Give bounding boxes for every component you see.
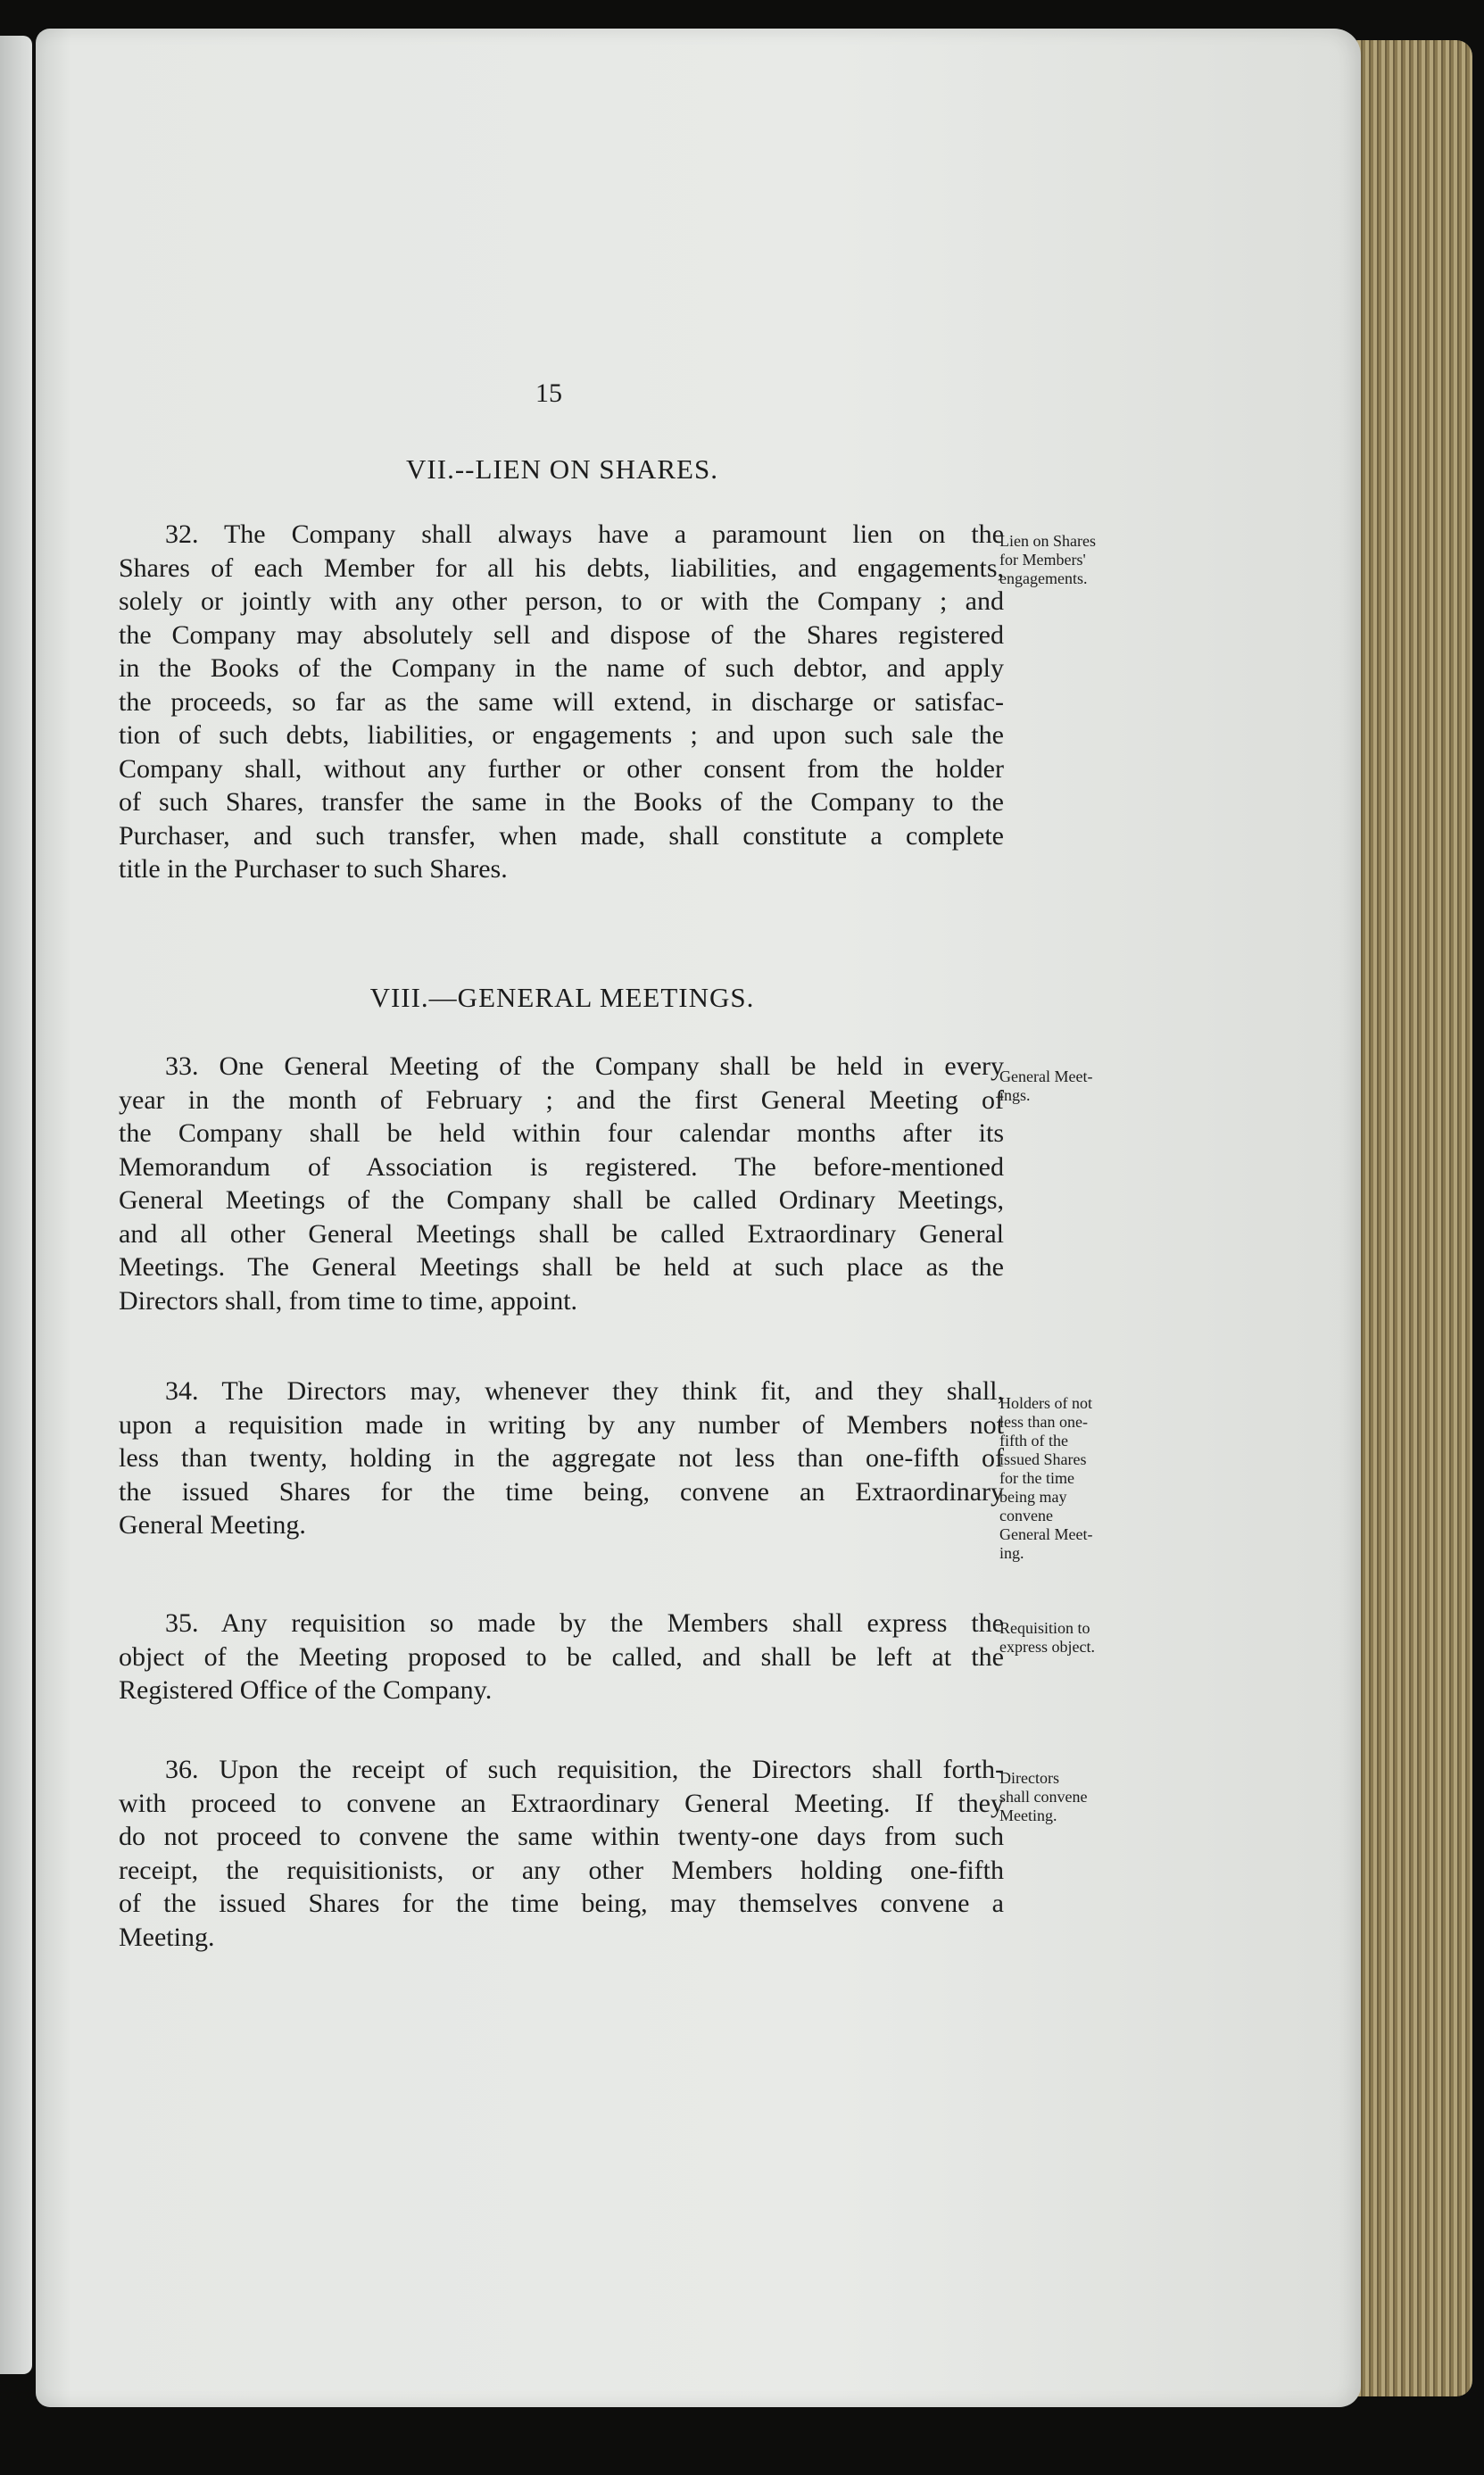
text-line: Registered Office of the Company.	[119, 1675, 493, 1705]
margin-note-line: express object.	[999, 1638, 1095, 1656]
margin-note-line: fifth of the	[999, 1432, 1068, 1449]
margin-note-line: Meeting.	[999, 1806, 1057, 1824]
text-line: Directors shall, from time to time, appoint.	[119, 1285, 578, 1316]
previous-page-edge	[0, 36, 32, 2374]
text-line: the issued Shares for the time being, convene an Extraordinary	[119, 1476, 1004, 1507]
margin-note-34	[999, 1394, 1156, 1563]
text-line: object of the Meeting proposed to be called, and shall be left at the	[119, 1641, 1004, 1672]
text-line: 35. Any requisition so made by the Members shall express the	[165, 1608, 1004, 1638]
text-line: title in the Purchaser to such Shares.	[119, 854, 508, 884]
margin-note-33	[999, 1067, 1156, 1105]
text-line: year in the month of February ; and the first General Meeting of	[119, 1084, 1004, 1115]
margin-note-line: issued Shares	[999, 1450, 1087, 1468]
text-line: 34. The Directors may, whenever they think fit, and they shall,	[165, 1376, 1004, 1406]
text-line: Purchaser, and such transfer, when made, shall constitute a complete	[119, 820, 1004, 851]
margin-note-line: convene	[999, 1507, 1053, 1524]
text-line: less than twenty, holding in the aggregate not less than one-fifth of	[119, 1443, 1004, 1473]
section-heading-lien-on-shares: VII.--LIEN ON SHARES.	[406, 453, 718, 485]
text-line: in the Books of the Company in the name of such debtor, and apply	[119, 653, 1004, 683]
paragraph-34	[119, 1375, 1004, 1542]
section-heading-general-meetings: VIII.—GENERAL MEETINGS.	[369, 982, 755, 1013]
text-line: and all other General Meetings shall be called Extraordinary General	[119, 1218, 1004, 1249]
text-line: solely or jointly with any other person, to or with the Company ; and	[119, 586, 1004, 616]
text-line: tion of such debts, liabilities, or engagements ; and upon such sale the	[119, 720, 1004, 750]
paragraph-33	[119, 1050, 1004, 1317]
margin-note-35	[999, 1619, 1156, 1657]
margin-note-36	[999, 1769, 1156, 1825]
page-number: 15	[535, 378, 562, 408]
text-line: General Meetings of the Company shall be called Ordinary Meetings,	[119, 1185, 1004, 1215]
text-line: the Company shall be held within four calendar months after its	[119, 1118, 1004, 1148]
text-line: do not proceed to convene the same within twenty-one days from such	[119, 1822, 1004, 1851]
text-line: Meeting.	[119, 1922, 215, 1952]
text-line: of such Shares, transfer the same in the Books of the Company to the	[119, 787, 1004, 817]
text-line: 36. Upon the receipt of such requisition, the Directors shall forth-	[165, 1755, 1004, 1784]
margin-note-line: Directors	[999, 1769, 1059, 1787]
margin-note-line: ing.	[999, 1544, 1024, 1562]
margin-note-line: Requisition to	[999, 1619, 1090, 1637]
margin-note-line: General Meet-	[999, 1067, 1093, 1085]
text-line: the proceeds, so far as the same will extend, in discharge or satisfac-	[119, 686, 1004, 717]
margin-note-line: Lien on Shares	[999, 532, 1096, 550]
text-line: the Company may absolutely sell and dispose of the Shares registered	[119, 619, 1004, 650]
margin-note-line: ings.	[999, 1086, 1031, 1104]
margin-note-line: for Members'	[999, 551, 1086, 569]
text-line: Memorandum of Association is registered. The before-mentioned	[119, 1151, 1004, 1182]
text-line: General Meeting.	[119, 1510, 306, 1540]
text-line: 32. The Company shall always have a paramount lien on the	[165, 519, 1004, 549]
margin-note-line: Holders of not	[999, 1394, 1092, 1412]
margin-note-line: shall convene	[999, 1788, 1088, 1806]
text-line: of the issued Shares for the time being, may themselves convene a	[119, 1889, 1004, 1918]
text-line: Shares of each Member for all his debts, liabilities, and engagements,	[119, 552, 1004, 583]
paragraph-36	[119, 1753, 1004, 1954]
margin-note-line: for the time	[999, 1469, 1074, 1487]
text-line: Company shall, without any further or other consent from the holder	[119, 753, 1004, 784]
margin-note-line: engagements.	[999, 569, 1088, 587]
margin-note-line: less than one-	[999, 1413, 1088, 1431]
margin-note-line: being may	[999, 1488, 1067, 1506]
text-line: 33. One General Meeting of the Company shall be held in every	[165, 1051, 1004, 1081]
text-line: receipt, the requisitionists, or any other Members holding one-fifth	[119, 1855, 1004, 1885]
text-line: upon a requisition made in writing by any number of Members not	[119, 1409, 1004, 1440]
paragraph-32	[119, 518, 1004, 886]
margin-note-32	[999, 532, 1156, 588]
text-line: with proceed to convene an Extraordinary General Meeting. If they	[119, 1788, 1004, 1818]
paragraph-35	[119, 1607, 1004, 1707]
text-line: Meetings. The General Meetings shall be held at such place as the	[119, 1252, 1004, 1282]
margin-note-line: General Meet-	[999, 1525, 1093, 1543]
